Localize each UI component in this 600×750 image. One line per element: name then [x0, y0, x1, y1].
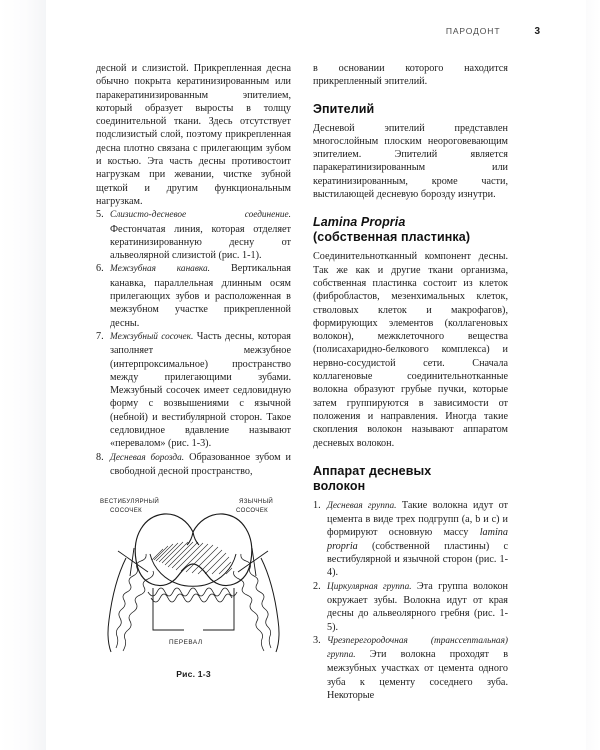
list-item-latin: lamina propria — [327, 527, 508, 552]
list-item — [313, 634, 508, 702]
list-item-number: 2. — [313, 580, 321, 592]
list-item — [313, 580, 508, 634]
figure-caption: Рис. 1-3 — [176, 669, 211, 680]
left-definition-list — [96, 208, 291, 478]
left-continued-paragraph: десной и слизистой. Прикрепленная десна обычно покрыта кератинизированным или паракератинизированным эпителием, который образует выросты в толщу соединительной ткани. Здесь отсутствует подслизистый слой, поэтому прикрепленная десна плотно связана с прилегающим зубом и костью. Эта часть десны противостоит нагрузкам при жевании, чистке зубной щеткой и другим функциональным нагрузкам. — [96, 63, 291, 207]
list-item-number: 1. — [313, 499, 321, 511]
list-item — [96, 262, 291, 329]
list-item-number: 6. — [96, 263, 104, 275]
heading-epithelium: Эпителий — [313, 101, 375, 116]
heading-fibers-line1: Аппарат десневых — [313, 463, 432, 478]
heading-lamina-russian: (собственная пластинка) — [313, 230, 471, 245]
list-item-text-after: (собственной пластины) с вестибулярной и язычной сторон (рис. 1-4). — [327, 540, 508, 579]
list-item-text: Такие волокна идут от цемента в виде трех подгрупп (a, b и c) и формируют основную массу — [327, 499, 508, 539]
figure-label-vestibular-line1: ВЕСТИБУЛЯРНЫЙ — [100, 498, 160, 506]
list-item — [96, 451, 291, 479]
left-column — [96, 62, 291, 722]
list-item-text: Эта группа волокон окружает зубы. Волокна идут от края десны до альвеолярного гребня (рис. 1-5). — [327, 580, 508, 633]
list-item-number: 8. — [96, 451, 104, 463]
figure-label-col: ПЕРЕВАЛ — [169, 639, 203, 647]
list-item-text: Вертикальная канавка, параллельная длинным осям прилегающих зубов и расположенная в межзубном участке прикрепленной десны. — [110, 263, 291, 329]
figure-label-lingual-line1: ЯЗЫЧНЫЙ — [239, 498, 274, 506]
figure-label-vestibular-line2: СОСОЧЕК — [110, 507, 143, 515]
list-item-term: Слизисто-десневое соединение. — [110, 210, 291, 221]
page-number: 3 — [534, 26, 540, 37]
list-item-text: Часть десны, которая заполняет межзубное (интерпроксимальное) пространство между прилегающими зубами. Межзубный сосочек имеет седловидную форму с возвышениями с язычной (небной) и вестибулярной сторон. Такое седловидное вдавление называют «перевалом» (рис. 1-3). — [110, 330, 291, 450]
heading-fibers-line2: волокон — [313, 478, 366, 493]
list-item-term: Десневая борозда. — [110, 452, 185, 463]
figure-1-3 — [96, 488, 291, 679]
list-item-term: Межзубная канавка. — [110, 264, 210, 275]
list-item — [313, 499, 508, 580]
right-column — [313, 62, 508, 722]
list-item-number: 3. — [313, 634, 321, 646]
figure-hatching — [152, 542, 232, 574]
list-item-term: Межзубный сосочек. — [110, 331, 194, 342]
running-head — [46, 26, 540, 37]
list-item-text: Образованное зубом и свободной десной пространство, — [110, 451, 291, 477]
paragraph-epithelium: Десневой эпителий представлен многослойным плоским неороговевающим эпителием. Эпителий является паракератинизированным или кератинизированным, кроме части, выстилающей десневую борозду изнутри. — [313, 122, 508, 201]
right-definition-list — [313, 499, 508, 702]
heading-lamina-latin: Lamina Propria — [313, 215, 406, 230]
list-item — [96, 330, 291, 451]
two-column-body — [96, 62, 508, 722]
list-item — [96, 208, 291, 262]
list-item-term: Чрезперегородочная (транссептальная) группа. — [327, 635, 508, 661]
list-item-number: 5. — [96, 209, 104, 221]
list-item-term: Циркулярная группа. — [327, 581, 412, 592]
running-head-title: ПАРОДОНТ — [445, 26, 501, 36]
right-continued-paragraph: в основании которого находится прикрепленный эпителий. — [313, 63, 508, 88]
list-item-text: Эти волокна проходят в межзубных участках от цемента одного зуба к цементу соседнего зуба. Некоторые — [327, 649, 508, 701]
heading-lamina-propria — [313, 215, 508, 245]
paragraph-lamina-propria: Соединительнотканный компонент десны. Так же как и другие ткани организма, собственная пластинка состоит из клеток (фибробластов, мезенхимальных клеток, стволовых клеток и макрофагов), формирующих элементов (коллагеновых волокон), межклеточного вещества (полисахаридно-белкового комплекса) и нервно-сосудистой сети. Сначала коллагеновые соединительнотканные волокна образуют грубые пучки, которые затем группируются в зависимости от положения и направления. Иногда такие скопления волокон называют аппаратом десневых волокон. — [313, 251, 508, 449]
figure-label-lingual-line2: СОСОЧЕК — [236, 507, 269, 515]
list-item-term: Десневая группа. — [327, 500, 397, 511]
scan-edge-left — [0, 0, 46, 750]
list-item-text: Фестончатая линия, которая отделяет кератинизированную десну от альвеолярной слизистой (рис. 1-1). — [110, 223, 291, 262]
list-item-number: 7. — [96, 330, 104, 342]
figure-1-3-drawing — [96, 488, 291, 663]
scan-edge-right — [586, 0, 600, 750]
heading-gingival-fiber-apparatus — [313, 464, 508, 494]
